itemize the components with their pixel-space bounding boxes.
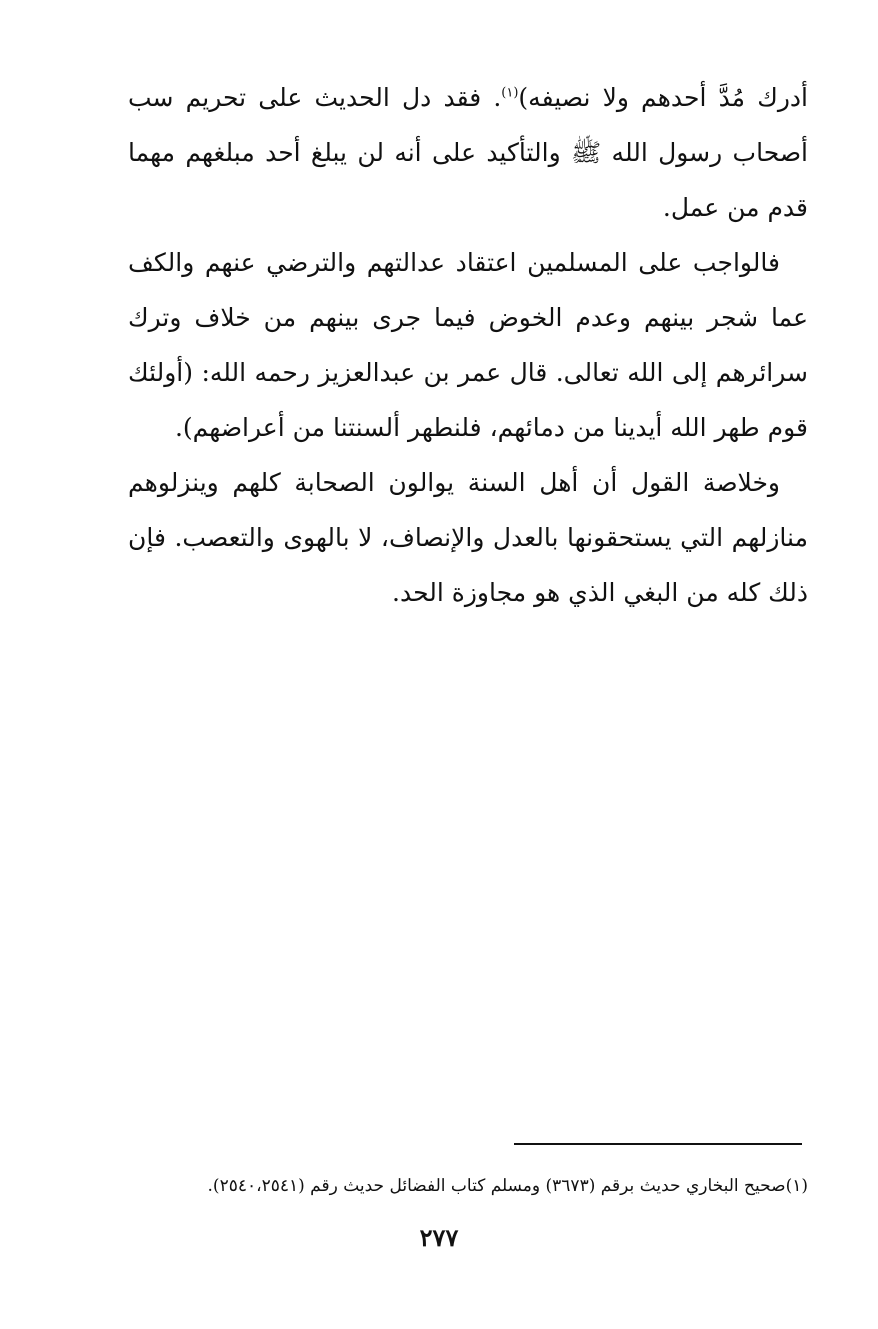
paragraph-1 — [128, 70, 808, 235]
paragraph-1-text-continued: . فقد دل الحديث على تحريم سب أصحاب رسول الله ﷺ والتأكيد على أنه لن يبلغ أحد مبلغهم مهما قدم من عمل. — [128, 83, 808, 222]
footnote-divider — [514, 1143, 802, 1145]
paragraph-3: وخلاصة القول أن أهل السنة يوالون الصحابة كلهم وينزلوهم منازلهم التي يستحقونها بالعدل والإنصاف، لا بالهوى والتعصب. فإن ذلك كله من البغي الذي هو مجاوزة الحد. — [128, 468, 808, 607]
paragraph-1-text: أدرك مُدَّ أحدهم ولا نصيفه) — [518, 83, 808, 112]
body-text — [128, 70, 808, 620]
page-number: ٢٧٧ — [419, 1223, 459, 1252]
footnote-reference[interactable]: (١) — [501, 85, 519, 101]
paragraph-2: فالواجب على المسلمين اعتقاد عدالتهم والترضي عنهم والكف عما شجر بينهم وعدم الخوض فيما جرى بينهم من خلاف وترك سرائرهم إلى الله تعالى. قال عمر بن عبدالعزيز رحمه الله: (أولئك قوم طهر الله أيدينا من دمائهم، فلنطهر ألسنتنا من أعراضهم). — [128, 248, 808, 442]
footnote: (١)صحيح البخاري حديث برقم (٣٦٧٣) ومسلم كتاب الفضائل حديث رقم (٢٥٤٠،٢٥٤١). — [207, 1176, 808, 1196]
